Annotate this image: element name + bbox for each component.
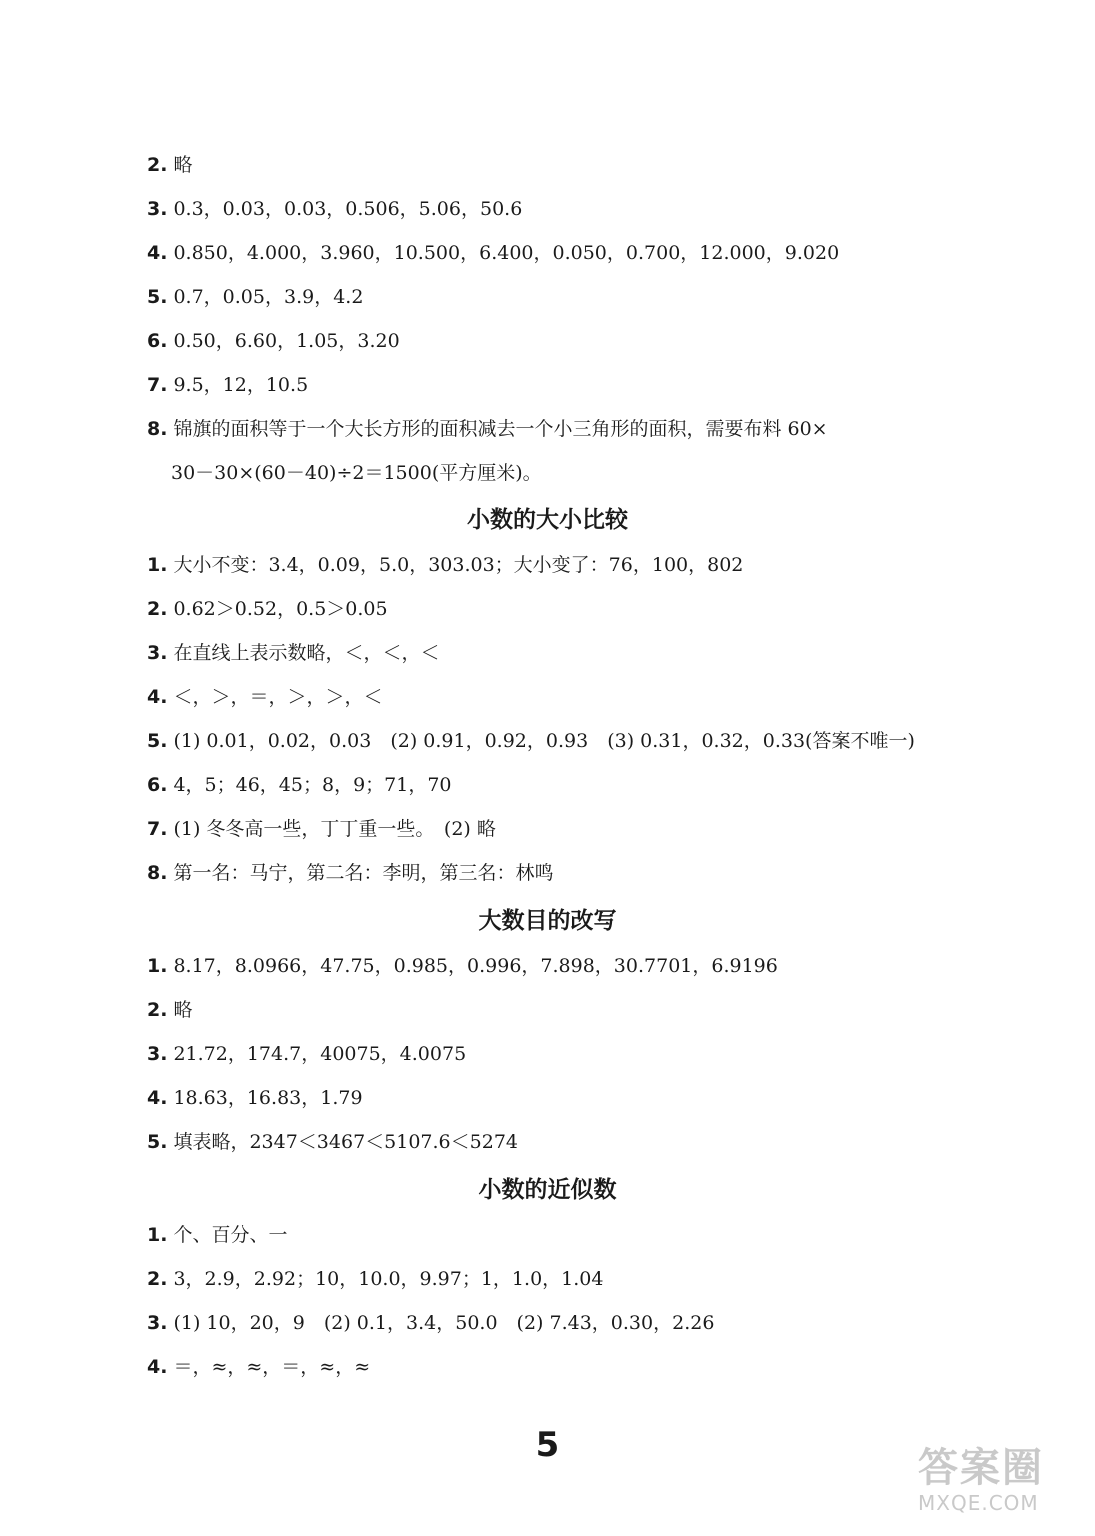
item-text: 3，2.9，2.92；10，10.0，9.97；1，1.0，1.04 xyxy=(173,1268,604,1290)
item-number: 7. xyxy=(147,374,168,396)
answer-line xyxy=(147,1129,977,1155)
item-number: 7. xyxy=(147,818,168,840)
item-number: 4. xyxy=(147,686,168,708)
item-text: ＝，≈，≈，＝，≈，≈ xyxy=(173,1356,371,1378)
item-number: 3. xyxy=(147,198,168,220)
item-number: 1. xyxy=(147,1224,168,1246)
watermark-logo: 答案圈 xyxy=(918,1445,1044,1491)
answer-line xyxy=(147,240,977,266)
item-text: (1) 10，20，9 (2) 0.1，3.4，50.0 (2) 7.43，0.30，2.26 xyxy=(173,1312,715,1334)
watermark-url: MXQE.COM xyxy=(918,1491,1039,1515)
item-number: 5. xyxy=(147,1131,168,1153)
item-number: 3. xyxy=(147,1312,168,1334)
item-text: (1) 0.01，0.02，0.03 (2) 0.91，0.92，0.93 (3) 0.31，0.32，0.33(答案不唯一) xyxy=(173,730,915,752)
item-number: 1. xyxy=(147,955,168,977)
answer-line-continuation: 30－30×(60－40)÷2＝1500(平方厘米)。 xyxy=(171,462,542,484)
item-text: (1) 冬冬高一些，丁丁重一些。 (2) 略 xyxy=(173,818,496,840)
answer-line xyxy=(147,196,977,222)
answer-line xyxy=(147,596,977,622)
watermark xyxy=(918,1445,1088,1530)
item-number: 1. xyxy=(147,554,168,576)
section-title: 大数目的改写 xyxy=(478,908,617,934)
page-number: 5 xyxy=(535,1425,560,1465)
item-number: 3. xyxy=(147,1043,168,1065)
answer-line xyxy=(147,1222,977,1248)
answer-line xyxy=(147,640,977,666)
item-text: 8.17，8.0966，47.75，0.985，0.996，7.898，30.7701，6.9196 xyxy=(173,955,778,977)
answer-line xyxy=(147,816,977,842)
item-number: 5. xyxy=(147,286,168,308)
item-number: 8. xyxy=(147,862,168,884)
item-number: 3. xyxy=(147,642,168,664)
item-text: 0.3，0.03，0.03，0.506，5.06，50.6 xyxy=(173,198,523,220)
item-text: 个、百分、一 xyxy=(173,1224,288,1246)
answer-line xyxy=(147,1041,977,1067)
item-number: 4. xyxy=(147,1356,168,1378)
item-number: 2. xyxy=(147,999,168,1021)
item-number: 2. xyxy=(147,598,168,620)
answer-line xyxy=(147,284,977,310)
item-text: 略 xyxy=(173,999,193,1021)
item-number: 8. xyxy=(147,418,168,440)
answer-line xyxy=(147,1266,977,1292)
section-title: 小数的大小比较 xyxy=(467,507,628,533)
item-text: 4，5；46，45；8，9；71，70 xyxy=(173,774,452,796)
item-text: 略 xyxy=(173,154,193,176)
item-number: 2. xyxy=(147,154,168,176)
item-text: ＜，＞，＝，＞，＞，＜ xyxy=(173,686,383,708)
item-text: 0.50，6.60，1.05，3.20 xyxy=(173,330,400,352)
answer-line xyxy=(147,997,977,1023)
answer-line xyxy=(147,1085,977,1111)
answer-line xyxy=(147,684,977,710)
item-number: 4. xyxy=(147,242,168,264)
answer-line xyxy=(147,1310,977,1336)
item-text: 大小不变：3.4，0.09，5.0，303.03；大小变了：76，100，802 xyxy=(173,554,744,576)
answer-line xyxy=(147,728,977,754)
item-text: 0.7，0.05，3.9，4.2 xyxy=(173,286,364,308)
item-number: 5. xyxy=(147,730,168,752)
item-text: 0.62＞0.52，0.5＞0.05 xyxy=(173,598,388,620)
answer-line xyxy=(147,1354,977,1380)
answer-line xyxy=(147,772,977,798)
item-number: 6. xyxy=(147,774,168,796)
answer-line xyxy=(147,416,977,442)
item-text: 18.63，16.83，1.79 xyxy=(173,1087,363,1109)
answer-line xyxy=(147,372,977,398)
answer-line xyxy=(147,552,977,578)
answer-line xyxy=(147,152,977,178)
answer-line xyxy=(147,328,977,354)
item-text: 锦旗的面积等于一个大长方形的面积减去一个小三角形的面积，需要布料 60× xyxy=(173,418,828,440)
item-text: 21.72，174.7，40075，4.0075 xyxy=(173,1043,467,1065)
item-text: 第一名：马宁，第二名：李明，第三名：林鸣 xyxy=(173,862,554,884)
item-text: 在直线上表示数略，＜，＜，＜ xyxy=(173,642,440,664)
item-text: 0.850，4.000，3.960，10.500，6.400，0.050，0.700，12.000，9.020 xyxy=(173,242,840,264)
item-number: 4. xyxy=(147,1087,168,1109)
item-text: 填表略，2347＜3467＜5107.6＜5274 xyxy=(173,1131,518,1153)
section-title: 小数的近似数 xyxy=(478,1177,617,1203)
answer-line xyxy=(147,953,977,979)
item-number: 2. xyxy=(147,1268,168,1290)
item-number: 6. xyxy=(147,330,168,352)
item-text: 9.5，12，10.5 xyxy=(173,374,309,396)
answer-line xyxy=(147,860,977,886)
